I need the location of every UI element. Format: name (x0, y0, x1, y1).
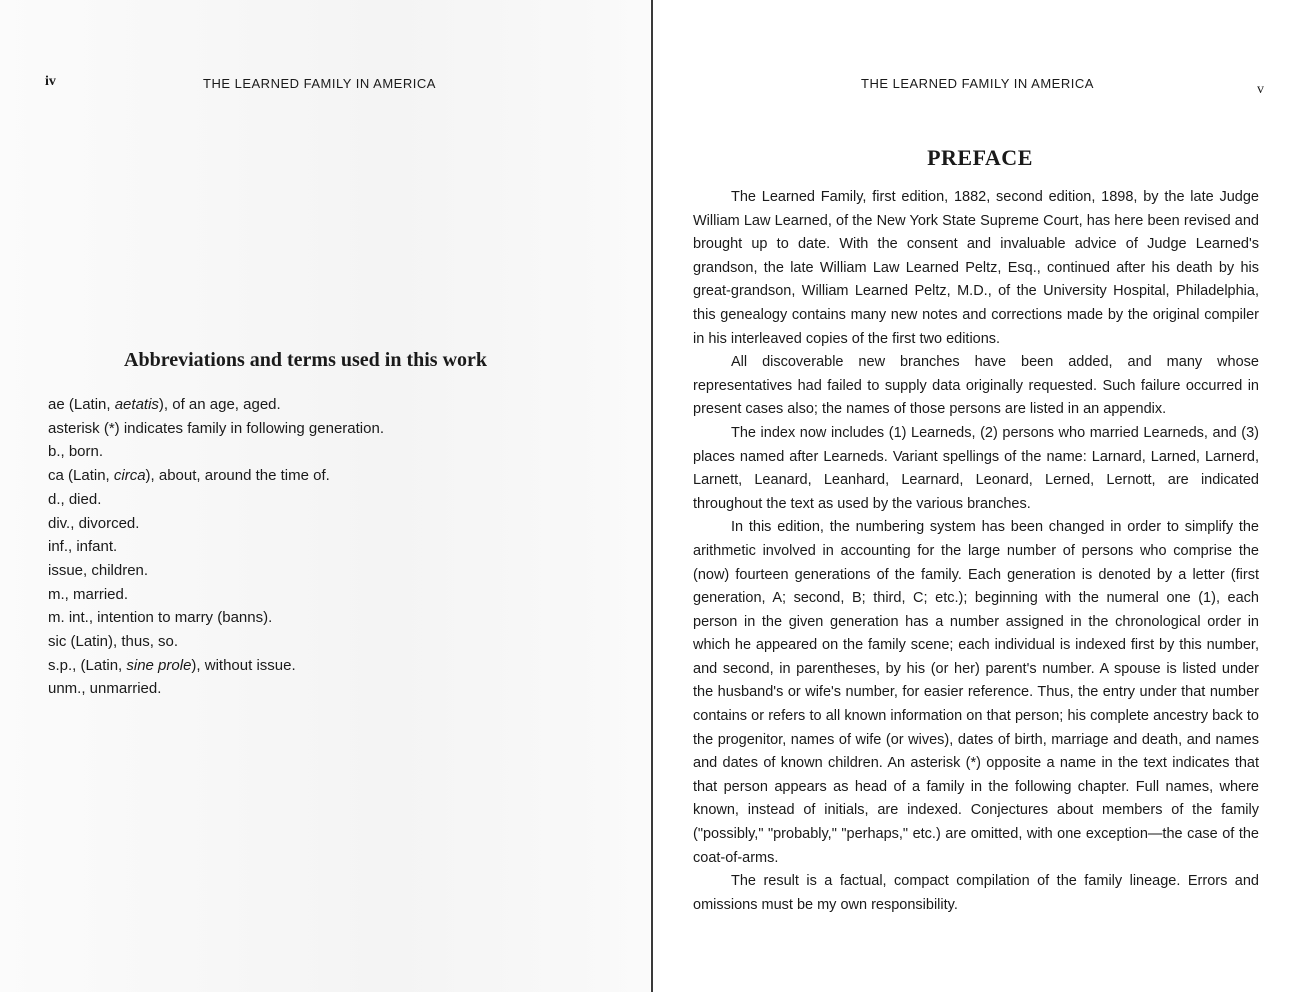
abbreviation-text: unm., unmarried. (48, 680, 162, 698)
preface-title: PREFACE (927, 145, 1033, 170)
abbreviation-text: inf., infant. (48, 538, 118, 556)
abbreviation-item (48, 559, 384, 583)
abbreviation-text: ae (Latin, (48, 396, 115, 413)
abbreviation-item (48, 512, 384, 536)
abbreviation-latin-term: circa (113, 467, 146, 485)
page-number: v (1257, 82, 1264, 97)
abbreviation-text: asterisk (*) indicates family in following generation. (48, 419, 384, 437)
abbreviation-item (48, 606, 384, 630)
abbreviation-item (48, 417, 384, 441)
abbreviation-item (48, 488, 384, 512)
abbreviation-latin-term: aetatis (114, 396, 159, 413)
abbreviation-item (48, 440, 384, 464)
running-head: THE LEARNED FAMILY IN AMERICA (861, 76, 1094, 91)
abbreviation-text: ), without issue. (191, 656, 296, 674)
abbreviation-item (48, 677, 384, 701)
abbreviations-list (48, 393, 384, 701)
right-page (654, 0, 1290, 992)
preface-paragraph: In this edition, the numbering system has been changed in order to simplify the arithmetic involved in accounting for the large number of persons who comprise the (now) fourteen generations of the family. Each generation is denoted by a letter (first generation, A; second, B; third, C; etc.); beginning with the numeral one (1), each person in the given generation has a number assigned in the chronological order in which he appeared on the family scene; each individual is indexed first by this number, and second, in parentheses, by his (or her) parent's number. A spouse is listed under the husband's or wife's number, for easier reference. Thus, the entry under that number contains or refers to all known information on that person; his complete ancestry back to the progenitor, names of wife (or wives), dates of birth, marriage and death, and names and dates of known children. An asterisk (*) opposite a name in the text indicates that that person appears as head of a family in the following chapter. Full names, where known, instead of initials, are indexed. Conjectures about members of the family ("possibly," "probably," "perhaps," etc.) are omitted, with one exception—the case of the coat-of-arms. (693, 519, 1259, 866)
abbreviation-text: ), of an age, aged. (158, 396, 281, 413)
abbreviation-text: m., married. (48, 585, 129, 603)
book-gutter (651, 0, 653, 992)
abbreviation-text: issue, children. (48, 561, 149, 579)
abbreviation-item (48, 535, 384, 559)
abbreviation-item (48, 654, 384, 678)
abbreviation-text: d., died. (48, 490, 102, 508)
abbreviation-item (48, 393, 384, 417)
running-head: THE LEARNED FAMILY IN AMERICA (203, 76, 436, 91)
abbreviation-item (48, 583, 384, 607)
abbreviation-item (48, 464, 384, 488)
abbreviations-title: Abbreviations and terms used in this work (124, 349, 488, 371)
abbreviation-text: m. int., intention to marry (banns). (48, 609, 273, 627)
abbreviation-text: div., divorced. (48, 514, 140, 532)
preface-paragraph: The index now includes (1) Learneds, (2) persons who married Learneds, and (3) places named after Learneds. Variant spellings of the name: Larnard, Larned, Larnerd, Larnett, Leanard, Leanhard, Learnard, Leonard, Lerned, Lernott, are indicated throughout the text as used by the various branches. (693, 424, 1259, 512)
abbreviation-text: ), about, around the time of. (145, 467, 330, 485)
preface-paragraph: The result is a factual, compact compilation of the family lineage. Errors and omissions must be my own responsibility. (693, 873, 1259, 913)
abbreviation-text: s.p., (Latin, (48, 656, 127, 674)
preface-body (693, 186, 1259, 917)
preface-paragraph: The Learned Family, first edition, 1882, second edition, 1898, by the late Judge William Law Learned, of the New York State Supreme Court, has here been revised and brought up to date. With the consent and invaluable advice of Judge Learned's grandson, the late William Law Learned Peltz, Esq., continued after his death by his great-grandson, William Learned Peltz, M.D., of the University Hospital, Philadelphia, this genealogy contains many new notes and corrections made by the original compiler in his interleaved copies of the first two editions. (693, 189, 1259, 347)
abbreviation-text: ca (Latin, (48, 467, 114, 485)
abbreviation-text: sic (Latin), thus, so. (48, 633, 179, 651)
abbreviation-item (48, 630, 384, 654)
abbreviation-text: b., born. (48, 443, 104, 461)
abbreviation-latin-term: sine prole (126, 656, 192, 674)
page-number: iv (45, 74, 56, 89)
preface-paragraph: All discoverable new branches have been added, and many whose representatives had failed to supply data originally requested. Such failure occurred in present cases also; the names of those persons are listed in an appendix. (693, 354, 1259, 418)
